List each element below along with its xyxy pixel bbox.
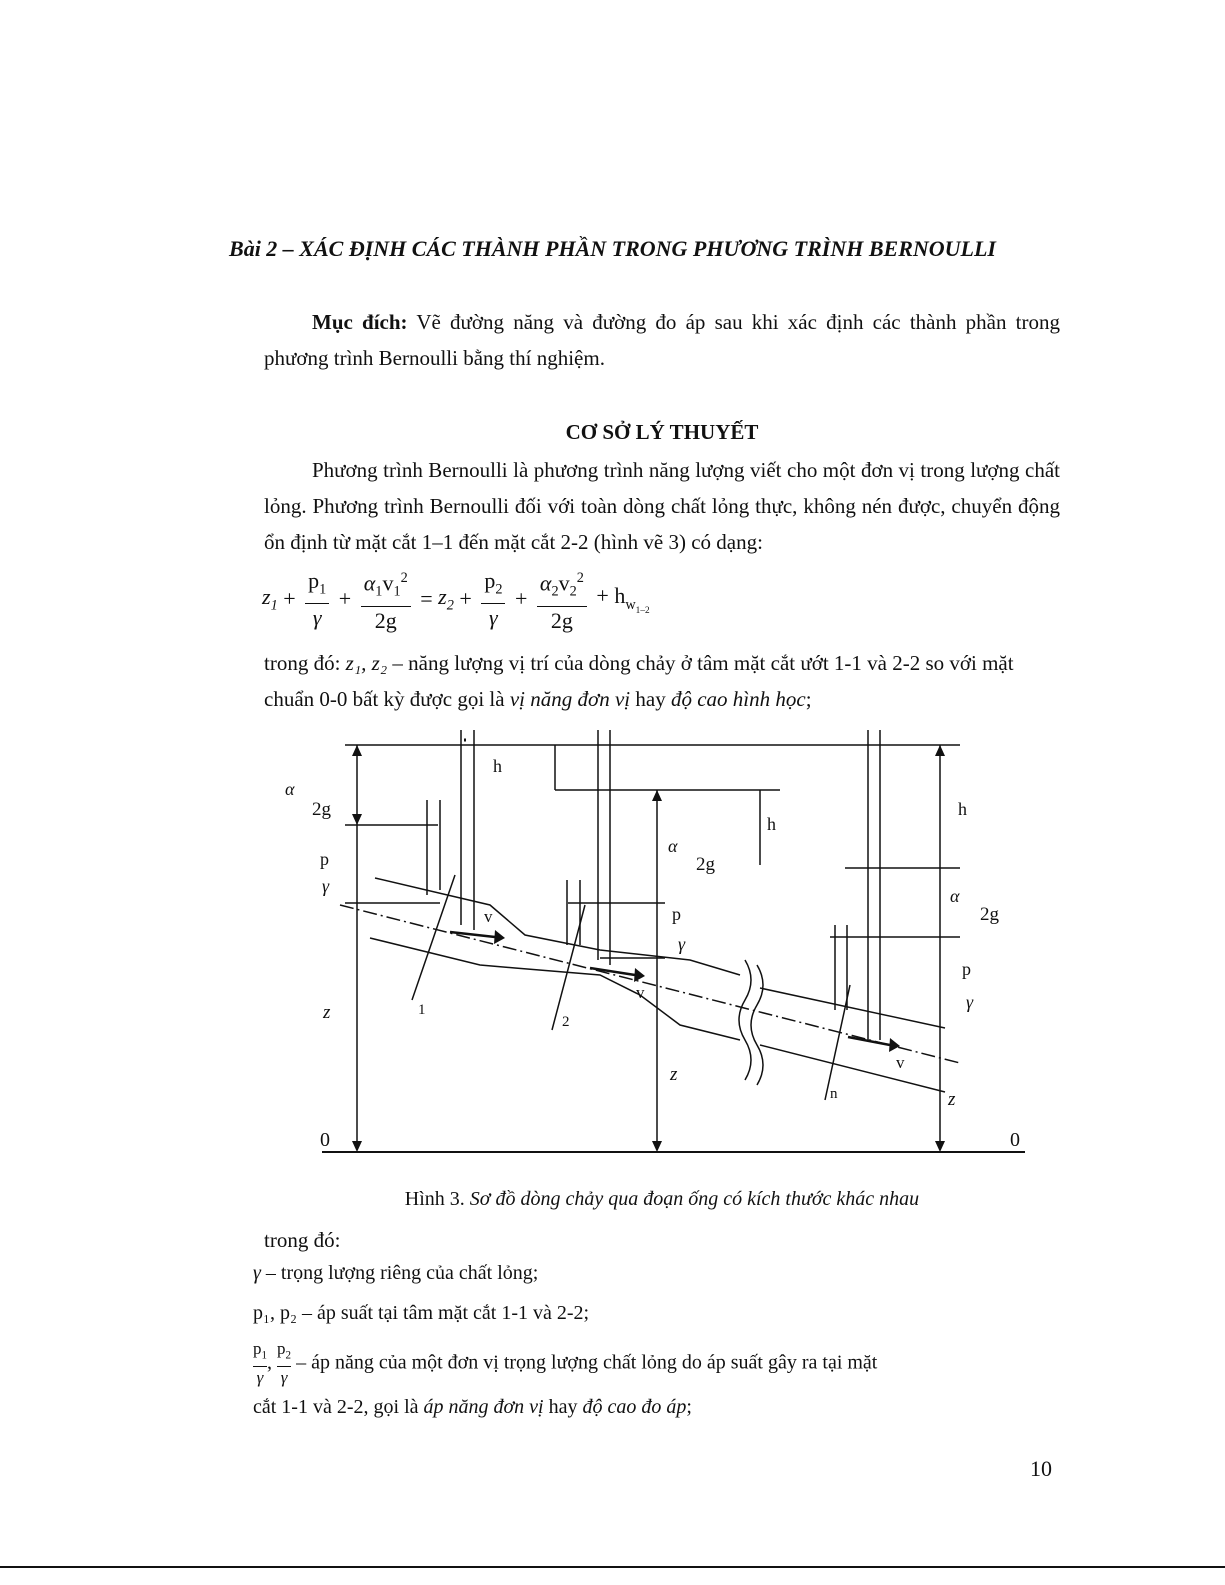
term-pressure-height: độ cao đo áp bbox=[582, 1396, 687, 1418]
theory-paragraph: Phương trình Bernoulli là phương trình năng lượng viết cho một đơn vị trong lượng chất lỏng. Phương trình Bernoulli đối với toàn dòng chất lỏng thực, không nén được, chuyển động ổn định từ mặt cắt 1–1 đến mặt cắt 2-2 (hình vẽ 3) có dạng: bbox=[264, 458, 1060, 554]
where2-label: trong đó: bbox=[264, 1228, 341, 1252]
label-section-2: 2 bbox=[562, 1014, 570, 1030]
label-p2: p bbox=[672, 904, 681, 924]
caption-prefix: Hình 3. bbox=[404, 1188, 470, 1210]
label-section-1: 1 bbox=[418, 1002, 426, 1018]
label-v1: v bbox=[484, 907, 493, 926]
label-pn: p bbox=[962, 959, 971, 979]
label-2g-1: 2g bbox=[312, 799, 331, 820]
symbol-gamma: γ bbox=[253, 1262, 261, 1284]
datum-label-right: 0 bbox=[1010, 1129, 1020, 1151]
pressure-head-mid: hay bbox=[543, 1396, 583, 1418]
label-z1: z bbox=[323, 1002, 331, 1023]
definition-gamma-text: – trọng lượng riêng của chất lỏng; bbox=[260, 1262, 539, 1284]
label-alpha-1: α bbox=[285, 779, 295, 799]
label-vn: v bbox=[896, 1053, 905, 1072]
label-section-n: n bbox=[830, 1086, 838, 1102]
where-symbols: z₁, z₂ bbox=[345, 651, 388, 675]
page-title: Bài 2 – XÁC ĐỊNH CÁC THÀNH PHẦN TRONG PHƯƠNG TRÌNH BERNOULLI bbox=[229, 236, 996, 261]
pipe-axis bbox=[340, 905, 960, 1063]
where-text: – năng lượng vị trí của dòng chảy ở tâm mặt cắt ướt 1-1 và 2-2 so với mặt chuẩn 0-0 bất kỳ được gọi là bbox=[264, 651, 1014, 711]
term-pressure-energy: áp năng đơn vị bbox=[423, 1396, 544, 1418]
bernoulli-equation: $z_1$ + $\frac{p_1}{\gamma}$ + $\frac{\alpha_1v_1^2}{2g}$ = $z_2$ + $\frac{p_2}{\gamma}$ + $\frac{\alpha_2v_2^2}{2g}$ + $h_{w_{1-2}}$ bbox=[262, 564, 822, 630]
datum-label-left: 0 bbox=[320, 1129, 330, 1151]
definition-pressure bbox=[253, 1302, 589, 1325]
caption-text: Sơ đồ dòng chảy qua đoạn ống có kích thước khác nhau bbox=[469, 1188, 920, 1210]
pressure-head-text: – áp năng của một đơn vị trọng lượng chất lỏng do áp suất gây ra tại mặt bbox=[296, 1351, 878, 1374]
label-zn: z bbox=[948, 1089, 956, 1110]
label-alpha-2: α bbox=[668, 836, 678, 856]
where-end: ; bbox=[805, 687, 812, 711]
definition-gamma bbox=[253, 1262, 538, 1285]
label-v2: v bbox=[636, 983, 645, 1002]
bottom-border bbox=[0, 1566, 1225, 1568]
pressure-head-prefix: cắt 1-1 và 2-2, gọi là bbox=[253, 1396, 424, 1418]
page-number: 10 bbox=[1030, 1456, 1052, 1481]
pressure-head-end: ; bbox=[686, 1396, 692, 1418]
label-gamma-1: γ bbox=[322, 876, 330, 896]
label-p1: p bbox=[320, 849, 329, 869]
label-2g-2: 2g bbox=[696, 854, 715, 875]
label-hw2n: h bbox=[767, 814, 776, 834]
label-alpha-n: α bbox=[950, 886, 960, 906]
where-prefix: trong đó: bbox=[264, 651, 346, 675]
figure-caption bbox=[264, 1188, 1060, 1211]
label-2g-n: 2g bbox=[980, 904, 999, 925]
label-gamma-2: γ bbox=[678, 934, 686, 954]
definition-pressure-text: – áp suất tại tâm mặt cắt 1-1 và 2-2; bbox=[296, 1302, 590, 1324]
symbol-p1-p2: p₁, p₂ bbox=[253, 1302, 297, 1324]
label-hw12: h bbox=[493, 756, 502, 776]
label-z2: z bbox=[670, 1064, 678, 1085]
section-heading: CƠ SỞ LÝ THUYẾT bbox=[565, 420, 759, 444]
definition-pressure-head: $\frac{p_1}{\gamma}$ , $\frac{p_2}{\gamma}$ – áp năng của một đơn vị trọng lượng chất lỏng do áp suất gây ra tại mặt bbox=[253, 1339, 878, 1388]
label-hw1n: h bbox=[958, 799, 967, 819]
purpose-label: Mục đích: bbox=[312, 310, 408, 334]
purpose-text: Vẽ đường năng và đường đo áp sau khi xác định các thành phần trong phương trình Bernoulli bằng thí nghiệm. bbox=[264, 310, 1061, 370]
term-potential-energy: vị năng đơn vị bbox=[509, 687, 631, 711]
label-gamma-n: γ bbox=[966, 992, 974, 1012]
term-geometric-height: độ cao hình học bbox=[670, 687, 806, 711]
where-mid: hay bbox=[630, 687, 671, 711]
pressure-head-line2 bbox=[253, 1396, 692, 1419]
